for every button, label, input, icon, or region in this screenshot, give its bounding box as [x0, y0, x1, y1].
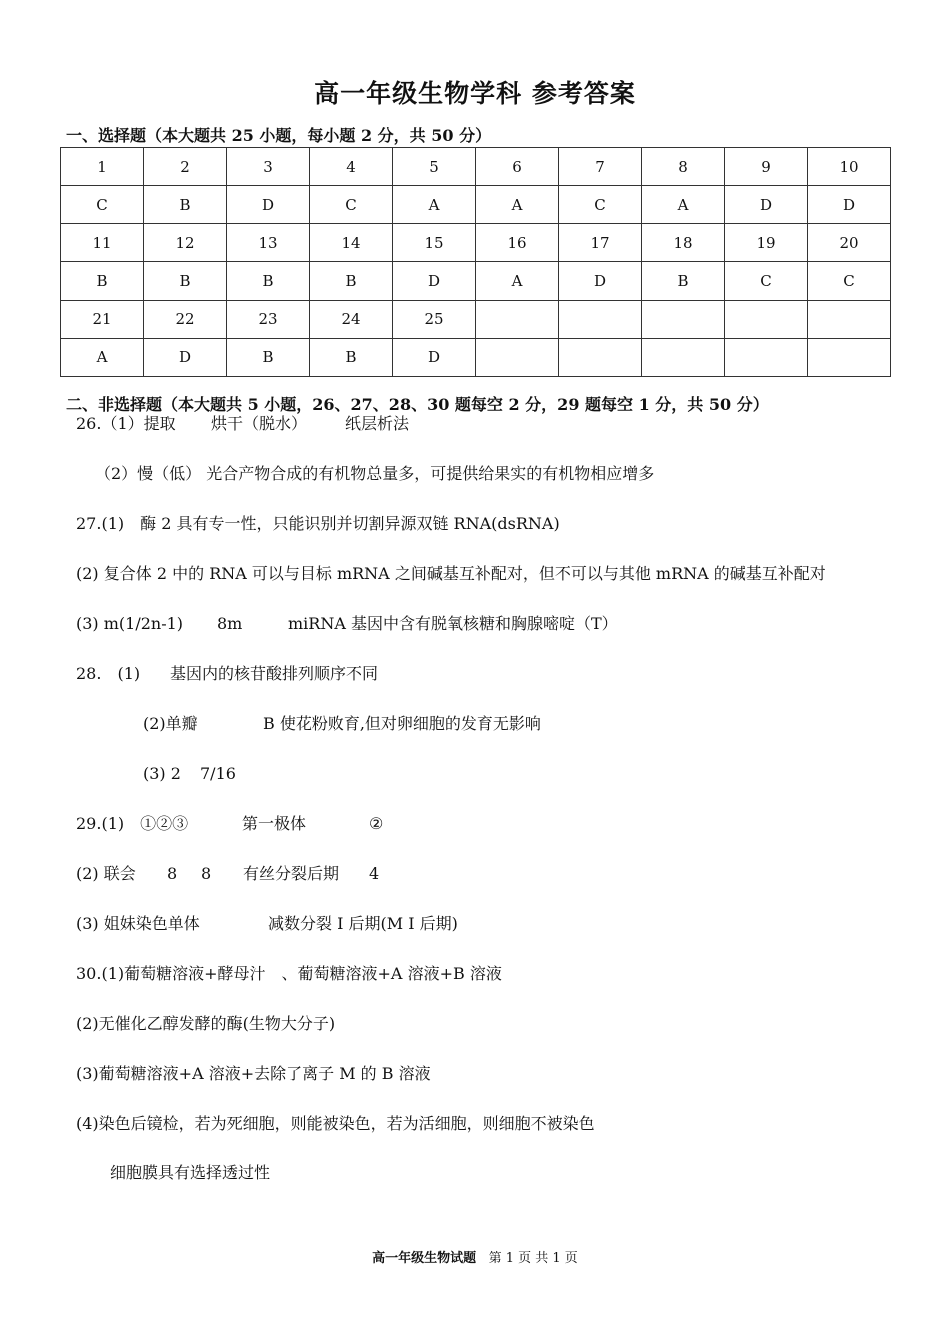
q29-part1: 29.(1) ①②③	[76, 814, 189, 833]
question-number-cell: 25	[393, 300, 476, 338]
question-number-cell: 14	[310, 224, 393, 262]
q27-part3: miRNA 基因中含有脱氧核糖和胸腺嘧啶（T）	[288, 614, 618, 633]
answer-cell: B	[227, 338, 310, 376]
q27-line3	[76, 614, 618, 634]
question-number-cell: 4	[310, 148, 393, 186]
question-number-cell: 15	[393, 224, 476, 262]
q28-part2: 基因内的核苷酸排列顺序不同	[170, 664, 379, 683]
q30-line2: (2)无催化乙醇发酵的酶(生物大分子)	[76, 1014, 336, 1033]
answer-cell: D	[393, 262, 476, 300]
q30-line4: (4)染色后镜检，若为死细胞，则能被染色，若为活细胞，则细胞不被染色	[76, 1114, 595, 1133]
footer-page: 第 1 页 共 1 页	[488, 1251, 578, 1266]
answer-cell	[642, 338, 725, 376]
question-number-cell: 18	[642, 224, 725, 262]
q28-line3	[143, 764, 236, 784]
question-number-cell: 8	[642, 148, 725, 186]
q29-part4: (2) 联会	[76, 864, 136, 883]
question-number-cell: 2	[144, 148, 227, 186]
answer-cell: A	[393, 186, 476, 224]
q29-part5: 8	[167, 864, 178, 883]
answer-cell: B	[144, 186, 227, 224]
table-row	[61, 148, 891, 186]
q26-part1: 26.（1）提取	[76, 414, 176, 433]
answer-cell: D	[559, 262, 642, 300]
question-number-cell: 7	[559, 148, 642, 186]
q27-part1: (3) m(1/2n-1)	[76, 614, 184, 633]
answer-cell: C	[808, 262, 891, 300]
table-row	[61, 338, 891, 376]
section2-heading: 二、非选择题（本大题共 5 小题，26、27、28、30 题每空 2 分，29 题每空 1 分，共 50 分）	[66, 395, 769, 414]
q28-part5: (3) 2	[143, 764, 181, 783]
question-number-cell: 17	[559, 224, 642, 262]
question-number-cell: 24	[310, 300, 393, 338]
q29-part7: 有丝分裂后期	[243, 864, 340, 883]
q26-part3: 纸层析法	[345, 414, 410, 433]
answer-cell: D	[393, 338, 476, 376]
answer-cell: A	[642, 186, 725, 224]
q26-line1	[76, 414, 409, 434]
table-row	[61, 262, 891, 300]
question-number-cell	[559, 300, 642, 338]
answer-cell	[725, 338, 808, 376]
q29-part3: ②	[369, 814, 384, 833]
question-number-cell: 11	[61, 224, 144, 262]
question-number-cell: 20	[808, 224, 891, 262]
q28-part4: B 使花粉败育,但对卵细胞的发育无影响	[263, 714, 541, 733]
answer-cell	[559, 338, 642, 376]
answer-cell: C	[725, 262, 808, 300]
question-number-cell: 12	[144, 224, 227, 262]
page-footer	[0, 1247, 950, 1266]
q29-part9: (3) 姐妹染色单体	[76, 914, 200, 933]
question-number-cell: 3	[227, 148, 310, 186]
footer-subject: 高一年级生物试题	[372, 1251, 477, 1266]
answer-cell: C	[559, 186, 642, 224]
page-title: 高一年级生物学科 参考答案	[314, 79, 636, 108]
q29-line2	[76, 864, 379, 884]
question-number-cell: 5	[393, 148, 476, 186]
q27-part2: 8m	[217, 614, 243, 633]
question-number-cell: 6	[476, 148, 559, 186]
question-number-cell: 13	[227, 224, 310, 262]
q29-line1	[76, 814, 383, 834]
question-number-cell: 23	[227, 300, 310, 338]
q30-line3: (3)葡萄糖溶液+A 溶液+去除了离子 M 的 B 溶液	[76, 1064, 431, 1083]
q28-line1	[76, 664, 378, 684]
question-number-cell: 19	[725, 224, 808, 262]
answer-cell: B	[642, 262, 725, 300]
answer-cell: D	[808, 186, 891, 224]
q28-line2	[143, 714, 541, 734]
table-row	[61, 186, 891, 224]
question-number-cell: 10	[808, 148, 891, 186]
answer-cell: D	[144, 338, 227, 376]
answer-cell: B	[227, 262, 310, 300]
table-row	[61, 224, 891, 262]
q29-part10: 减数分裂 Ⅰ 后期(M Ⅰ 后期)	[268, 914, 458, 933]
question-number-cell: 16	[476, 224, 559, 262]
q29-part2: 第一极体	[242, 814, 307, 833]
answer-cell	[808, 338, 891, 376]
question-number-cell	[725, 300, 808, 338]
section1-heading: 一、选择题（本大题共 25 小题，每小题 2 分，共 50 分）	[66, 126, 492, 145]
q27-line2: (2) 复合体 2 中的 RNA 可以与目标 mRNA 之间碱基互补配对，但不可以与其他 mRNA 的碱基互补配对	[76, 564, 826, 583]
question-number-cell: 22	[144, 300, 227, 338]
question-number-cell	[808, 300, 891, 338]
question-number-cell: 21	[61, 300, 144, 338]
question-number-cell	[476, 300, 559, 338]
answer-cell: B	[310, 262, 393, 300]
answer-cell: A	[61, 338, 144, 376]
q29-line3	[76, 914, 458, 934]
q28-part1: 28. (1)	[76, 664, 141, 683]
q28-part3: (2)单瓣	[143, 714, 198, 733]
answer-cell: A	[476, 262, 559, 300]
q26-part2: 烘干（脱水）	[211, 414, 308, 433]
answer-cell: B	[144, 262, 227, 300]
table-row	[61, 300, 891, 338]
question-number-cell: 9	[725, 148, 808, 186]
answer-cell: D	[725, 186, 808, 224]
question-number-cell	[642, 300, 725, 338]
answer-cell: C	[61, 186, 144, 224]
answer-cell	[476, 338, 559, 376]
answer-cell: B	[310, 338, 393, 376]
answer-cell: C	[310, 186, 393, 224]
q29-part8: 4	[369, 864, 380, 883]
q26-line2: （2）慢（低） 光合产物合成的有机物总量多，可提供给果实的有机物相应增多	[95, 464, 655, 483]
answer-cell: D	[227, 186, 310, 224]
answer-cell: A	[476, 186, 559, 224]
q27-line1: 27.(1) 酶 2 具有专一性，只能识别并切割异源双链 RNA(dsRNA)	[76, 514, 560, 533]
question-number-cell: 1	[61, 148, 144, 186]
q30-line5: 细胞膜具有选择透过性	[110, 1163, 271, 1182]
q29-part6: 8	[201, 864, 212, 883]
answer-table	[60, 147, 891, 377]
q30-line1: 30.(1)葡萄糖溶液+酵母汁 、葡萄糖溶液+A 溶液+B 溶液	[76, 964, 502, 983]
q28-part6: 7/16	[200, 764, 236, 783]
answer-cell: B	[61, 262, 144, 300]
